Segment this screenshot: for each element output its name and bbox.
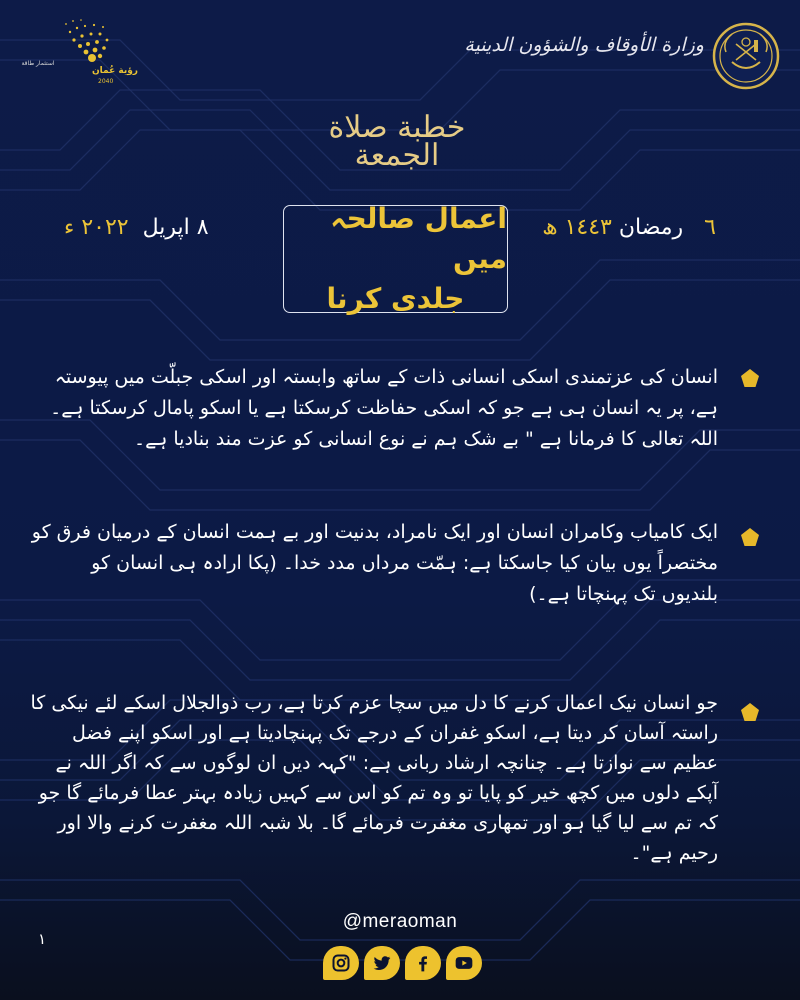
calligraphy-line-1: خطبة صلاة (328, 110, 466, 145)
twitter-button[interactable] (364, 946, 400, 980)
paragraph-3 (30, 688, 760, 868)
paragraph-1 (30, 362, 760, 455)
ministry-name: وزارة الأوقاف والشؤون الدينية (464, 34, 704, 56)
paragraph-text: ایک کامیاب وکامران انسان اور ایک نامراد، بدنیت اور بے ہمت انسان کے درمیان فرق کو مختصراً یوں بیان کیا جاسکتا ہے: ہمّت مرداں مدد خدا۔ (پکا ارادہ ہی انسان کو بلندیوں تک پہنچاتا ہے۔) (31, 521, 718, 605)
pentagon-bullet-icon (740, 527, 760, 547)
hijri-date (542, 215, 716, 240)
oman-vision-logo (14, 18, 174, 85)
vision-label: رؤية عُمان (92, 66, 138, 76)
youtube-button[interactable] (446, 946, 482, 980)
social-links (323, 946, 482, 980)
topic-line-2: جلدی کرنا (326, 282, 465, 315)
gregorian-day: ٨ (196, 215, 209, 240)
pentagon-bullet-icon (740, 702, 760, 722)
calligraphy-title (322, 92, 472, 192)
topic-line-1: اعمال صالحہ میں (330, 202, 507, 275)
calligraphy-line-2: الجمعة (354, 138, 440, 173)
hijri-month: رمضان (618, 215, 684, 240)
gregorian-month: اپریل (142, 215, 190, 240)
instagram-button[interactable] (323, 946, 359, 980)
ministry-emblem-icon (712, 22, 780, 90)
social-handle[interactable]: @meraoman (342, 911, 458, 932)
pentagon-bullet-icon (740, 368, 760, 388)
paragraph-2 (30, 517, 760, 610)
gregorian-year: ٢٠٢٢ (81, 215, 129, 240)
page-number: ١ (38, 930, 47, 948)
gregorian-date (64, 215, 209, 240)
facebook-icon (413, 953, 433, 973)
gregorian-suffix: ء (64, 215, 75, 240)
vision-sun-icon (62, 18, 122, 73)
hijri-year: ١٤٤٣ (564, 215, 612, 240)
hijri-suffix: ھ (542, 215, 558, 240)
paragraph-text: جو انسان نیک اعمال کرنے کا دل میں سچا عزم کرتا ہے، رب ذوالجلال اسکے لئے نیکی کا راستہ آسان کر دیتا ہے، اسکو غفران کے درجے تک پہنچادیتا ہے اور اسکو اپنے فضل عظیم سے نوازتا ہے۔ چنانچہ ارشاد ربانی ہے: "کہہ دیں ان لوگوں سے کہ اگر اللہ نے آپکے دلوں میں کچھ خیر کو پایا تو وہ تم کو اس سے کہیں زیادہ بہتر عطا فرمائے گا جو کہ تم سے لیا گیا ہو اور تمھاری مغفرت فرمائے گا۔ بلا شبہ اللہ مغفرت کرنے والا اور رحیم ہے"۔ (30, 692, 718, 864)
partner-label: استثمار طاقة (21, 60, 55, 67)
twitter-icon (372, 953, 392, 973)
paragraph-text: انسان کی عزتمندی اسکی انسانی ذات کے ساتھ وابستہ اور اسکی جبلّت میں پیوستہ ہے، پر یہ انسان ہی ہے جو کہ اسکی حفاظت کرسکتا ہے یا اسکو پامال کرسکتا ہے۔ اللہ تعالی کا فرمانا ہے " بے شک ہم نے نوع انسانی کو عزت مند بنادیا ہے۔ (50, 366, 718, 450)
facebook-button[interactable] (405, 946, 441, 980)
youtube-icon (454, 953, 474, 973)
hijri-day: ٦ (704, 215, 716, 240)
sermon-topic-box (283, 202, 508, 315)
instagram-icon (331, 953, 351, 973)
vision-year: 2040 (98, 78, 114, 85)
